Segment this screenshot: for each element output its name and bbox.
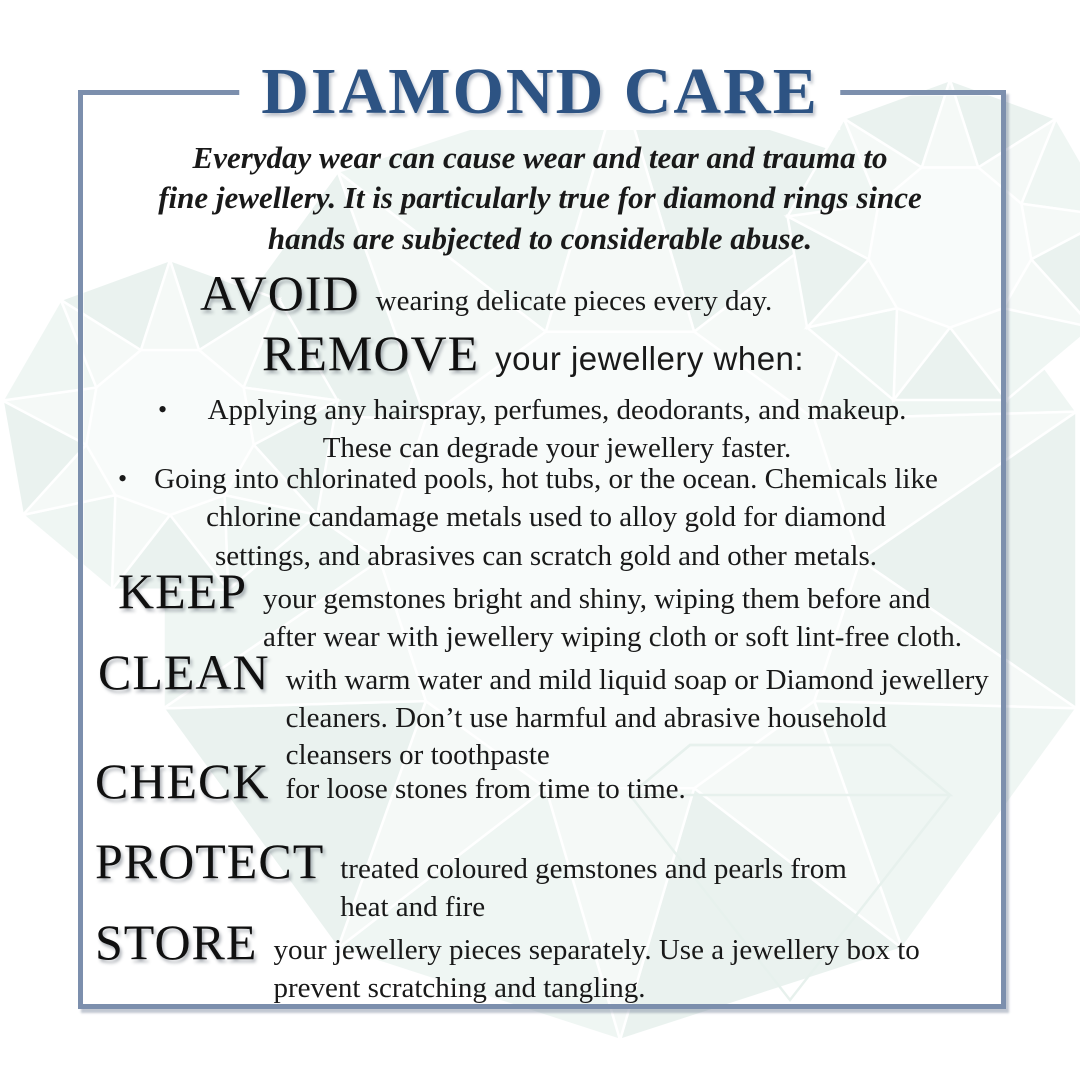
body-line: your gemstones bright and shiny, wiping them before and [263, 583, 931, 615]
body-line: prevent scratching and tangling. [273, 971, 646, 1004]
body-line: treated coloured gemstones and pearls from [340, 853, 847, 885]
section-remove-text: your jewellery when: [495, 340, 805, 377]
section-remove-heading: REMOVE [262, 325, 480, 381]
bullet-line: Going into chlorinated pools, hot tubs, or the ocean. Chemicals like [154, 463, 938, 495]
bullet-line: settings, and abrasives can scratch gold and other metals. [215, 539, 877, 572]
intro-paragraph [70, 138, 1010, 259]
section-protect-heading: PROTECT [95, 833, 325, 889]
bullet-line: chlorine candamage metals used to alloy gold for diamond [206, 501, 886, 534]
bullet-icon: • [118, 464, 128, 493]
section-protect [95, 833, 847, 926]
section-clean-heading: CLEAN [98, 644, 270, 700]
body-line: cleaners. Don’t use harmful and abrasive household [285, 701, 887, 734]
body-line: after wear with jewellery wiping cloth or soft lint-free cloth. [263, 620, 962, 653]
section-store [95, 914, 920, 1007]
intro-line: fine jewellery. It is particularly true for diamond rings since [158, 180, 922, 216]
section-keep [118, 563, 962, 656]
body-line: your jewellery pieces separately. Use a jewellery box to [273, 934, 920, 966]
bullet-icon: • [158, 395, 168, 424]
section-keep-text [263, 581, 962, 656]
bullet-line: Applying any hairspray, perfumes, deodorants, and makeup. [207, 394, 907, 426]
remove-bullet-item [152, 391, 962, 468]
section-store-heading: STORE [95, 914, 258, 970]
bullet-line: These can degrade your jewellery faster. [322, 432, 792, 465]
section-remove [262, 325, 805, 381]
section-store-text [273, 932, 919, 1007]
body-line: heat and fire [340, 890, 486, 923]
intro-line: Everyday wear can cause wear and tear and trauma to [192, 140, 888, 175]
section-avoid [200, 265, 773, 321]
section-protect-text [340, 851, 847, 926]
section-avoid-text: wearing delicate pieces every day. [375, 285, 773, 317]
section-avoid-heading: AVOID [200, 265, 360, 321]
intro-line: hands are subjected to considerable abuse. [267, 220, 813, 256]
section-check-text: for loose stones from time to time. [285, 773, 686, 805]
section-check-heading: CHECK [95, 753, 270, 809]
body-line: with warm water and mild liquid soap or Diamond jewellery [285, 664, 989, 696]
remove-bullet-item [112, 460, 980, 575]
body-line: cleansers or toothpaste [285, 739, 550, 772]
section-keep-heading: KEEP [118, 563, 247, 619]
poster-title: DIAMOND CARE [239, 54, 840, 130]
